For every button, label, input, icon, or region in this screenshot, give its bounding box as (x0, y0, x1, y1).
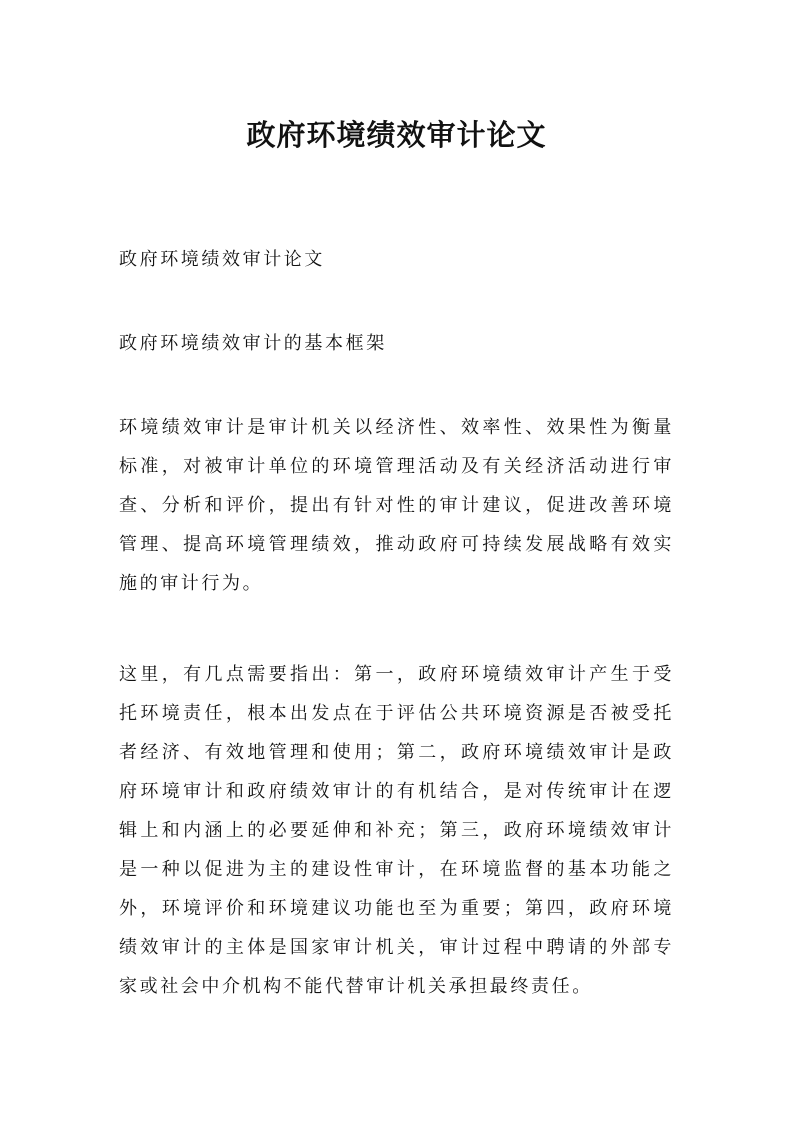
paragraph-heading-repeat: 政府环境绩效审计论文 (119, 249, 325, 270)
paragraph-section-heading: 政府环境绩效审计的基本框架 (119, 333, 387, 354)
paragraph-definition: 环境绩效审计是审计机关以经济性、效率性、效果性为衡量标准，对被审计单位的环境管理活动及有关经济活动进行审查、分析和评价，提出有针对性的审计建议，促进改善环境管理、提高环境管理绩效，推动政府可持续发展战略有效实施的审计行为。 (119, 417, 674, 594)
paragraph-key-points: 这里，有几点需要指出：第一，政府环境绩效审计产生于受托环境责任，根本出发点在于评估公共环境资源是否被受托者经济、有效地管理和使用；第二，政府环境绩效审计是政府环境审计和政府绩效审计的有机结合，是对传统审计在逻辑上和内涵上的必要延伸和补充；第三，政府环境绩效审计是一种以促进为主的建设性审计，在环境监督的基本功能之外，环境评价和环境建议功能也至为重要；第四，政府环境绩效审计的主体是国家审计机关，审计过程中聘请的外部专家或社会中介机构不能代替审计机关承担最终责任。 (119, 664, 674, 997)
document-title: 政府环境绩效审计论文 (246, 118, 547, 153)
